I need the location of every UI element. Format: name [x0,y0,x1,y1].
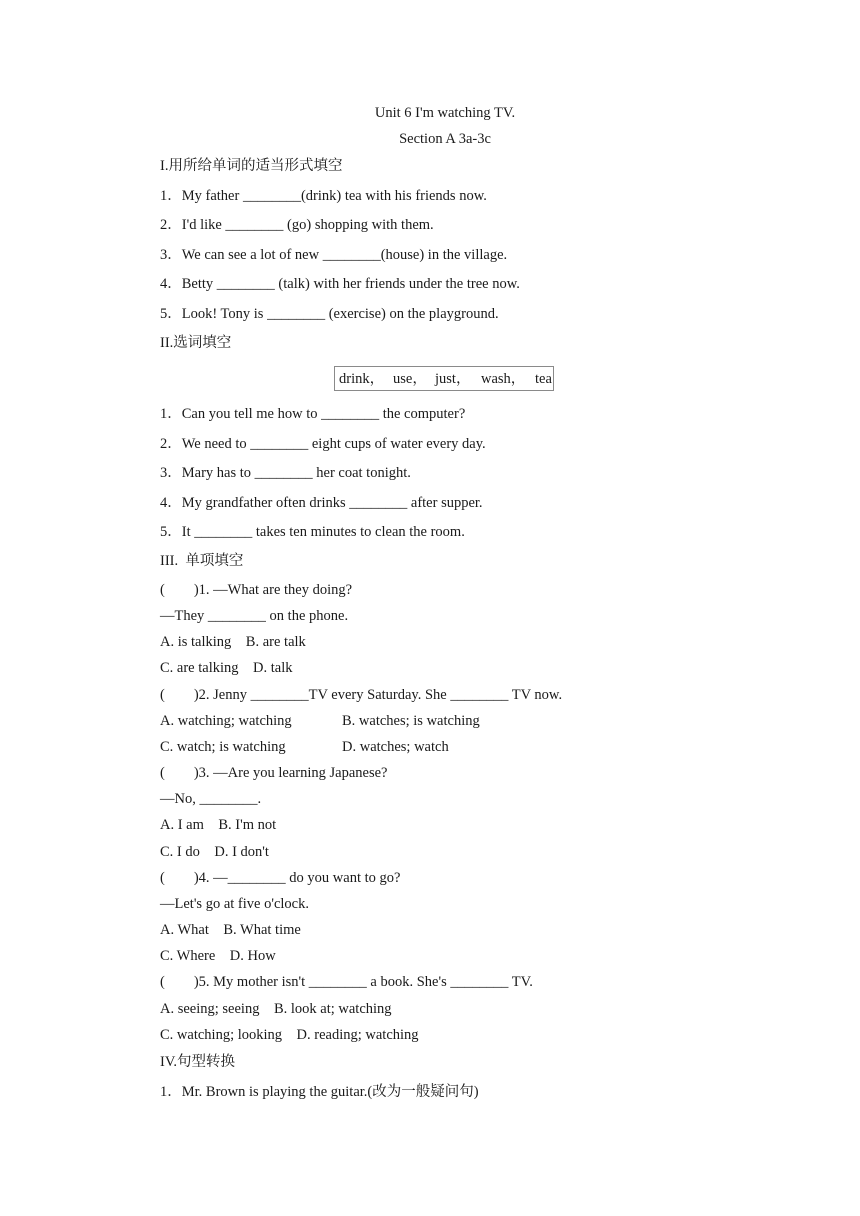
question-3: ( )3. —Are you learning Japanese? [160,765,388,781]
section2-item-4: 4．My grandfather often drinks ________ after supper. [160,495,483,511]
question-2: ( )2. Jenny ________TV every Saturday. She ________ TV now. [160,687,563,703]
option-line: C. are talking D. talk [160,660,293,676]
section1-item-4: 4．Betty ________ (talk) with her friends under the tree now. [160,276,520,292]
section1-item-3: 3．We can see a lot of new ________(house) in the village. [160,247,508,263]
word-box-word: use， [393,371,427,387]
section3-heading: III. 单项填空 [160,553,244,569]
question-4: ( )4. —________ do you want to go? [160,870,401,886]
option-line: A. I am B. I'm not [160,817,277,833]
question-5: ( )5. My mother isn't ________ a book. She's ________ TV. [160,974,533,990]
page-subtitle: Section A 3a-3c [399,131,491,147]
section4-item-1: 1．Mr. Brown is playing the guitar.(改为一般疑问句) [160,1084,479,1100]
section2-item-3: 3．Mary has to ________ her coat tonight. [160,465,411,481]
question-line: —No, ________. [160,791,262,807]
word-box-word: just， [435,371,471,387]
option-line: C. watching; looking D. reading; watching [160,1027,419,1043]
option-line: C. Where D. How [160,948,276,964]
option-d: D. watches; watch [342,739,449,755]
section1-item-1: 1．My father ________(drink) tea with his friends now. [160,188,487,204]
section4-heading: IV.句型转换 [160,1054,236,1070]
section1-item-5: 5．Look! Tony is ________ (exercise) on the playground. [160,306,499,322]
section2-item-1: 1．Can you tell me how to ________ the computer? [160,406,466,422]
word-box-word: wash， [481,371,526,387]
word-box-word: tea [535,371,552,387]
option-line: C. I do D. I don't [160,844,269,860]
section2-item-5: 5．It ________ takes ten minutes to clean the room. [160,524,465,540]
option-a: A. watching; watching [160,713,292,729]
word-box [334,366,554,391]
section1-item-2: 2．I'd like ________ (go) shopping with them. [160,217,434,233]
option-line: A. seeing; seeing B. look at; watching [160,1001,392,1017]
section2-heading: II.选词填空 [160,335,232,351]
option-line: A. is talking B. are talk [160,634,306,650]
question-line: —They ________ on the phone. [160,608,349,624]
word-box-word: drink， [339,371,385,387]
section2-item-2: 2．We need to ________ eight cups of water every day. [160,436,486,452]
question-line: —Let's go at five o'clock. [160,896,309,912]
section1-heading: I.用所给单词的适当形式填空 [160,158,343,174]
question-1: ( )1. —What are they doing? [160,582,353,598]
page-title: Unit 6 I'm watching TV. [374,105,516,121]
option-line: A. What B. What time [160,922,301,938]
option-c: C. watch; is watching [160,739,286,755]
option-b: B. watches; is watching [342,713,480,729]
